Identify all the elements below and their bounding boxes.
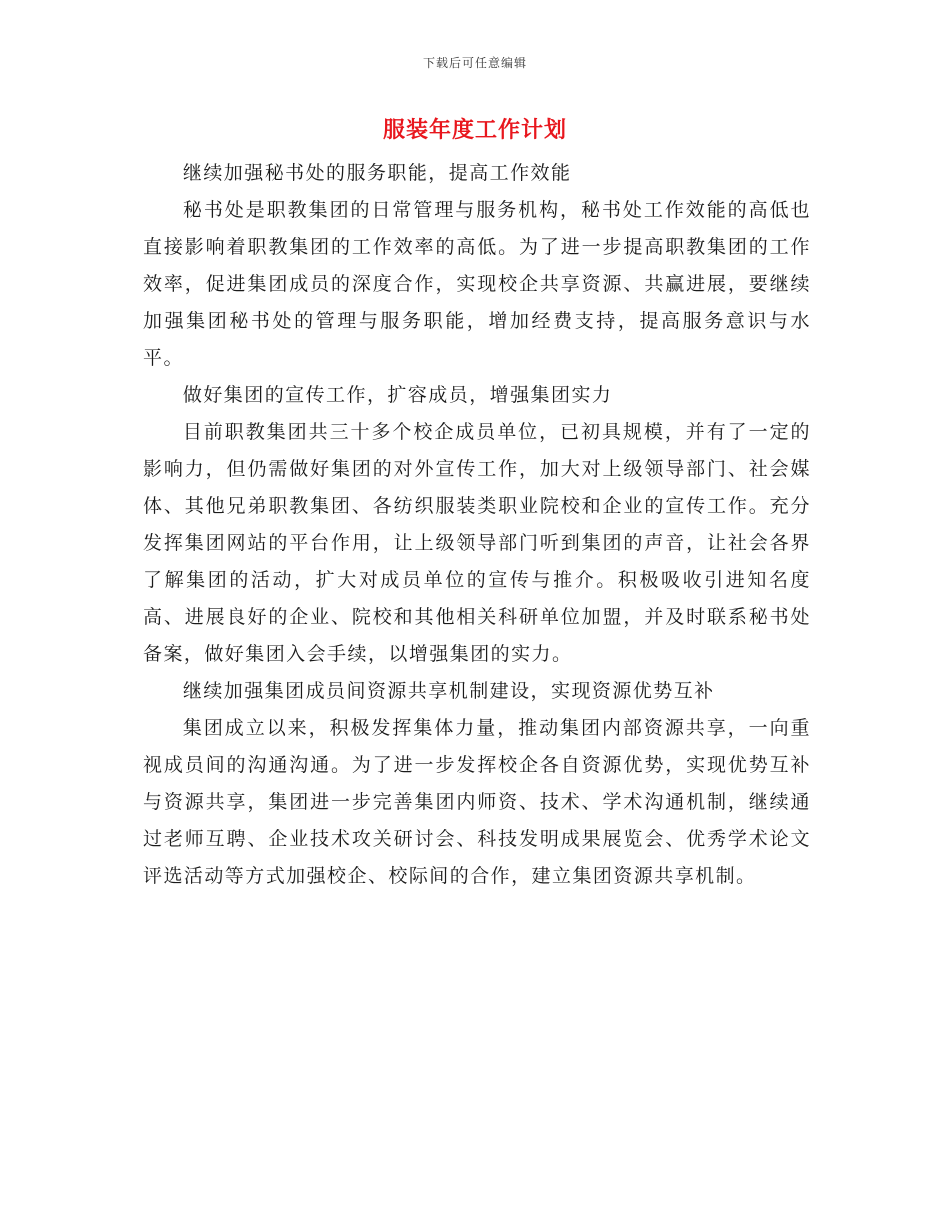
section-heading-1: 继续加强秘书处的服务职能，提高工作效能: [182, 162, 572, 184]
paragraph-1: 秘书处是职教集团的日常管理与服务机构，秘书处工作效能的高低也直接影响着职教集团的工作效率的高低。为了进一步提高职教集团的工作效率，促进集团成员的深度合作，实现校企共享资源、共赢进展，要继续加强集团秘书处的管理与服务职能，增加经费支持，提高服务意识与水平。: [143, 199, 811, 369]
header-note: 下载后可任意编辑: [422, 56, 527, 70]
document-title: 服装年度工作计划: [382, 117, 567, 143]
paragraph-3: 集团成立以来，积极发挥集体力量，推动集团内部资源共享，一向重视成员间的沟通沟通。为了进一步发挥校企各自资源优势，实现优势互补与资源共享，集团进一步完善集团内师资、技术、学术沟通机制，继续通过老师互聘、企业技术攻关研讨会、科技发明成果展览会、优秀学术论文评选活动等方式加强校企、校际间的合作，建立集团资源共享机制。: [143, 717, 811, 887]
section-heading-2: 做好集团的宣传工作，扩容成员，增强集团实力: [182, 384, 613, 406]
paragraph-2: 目前职教集团共三十多个校企成员单位，已初具规模，并有了一定的影响力，但仍需做好集团的对外宣传工作，加大对上级领导部门、社会媒体、其他兄弟职教集团、各纺织服装类职业院校和企业的宣传工作。充分发挥集团网站的平台作用，让上级领导部门听到集团的声音，让社会各界了解集团的活动，扩大对成员单位的宣传与推介。积极吸收引进知名度高、进展良好的企业、院校和其他相关科研单位加盟，并及时联系秘书处备案，做好集团入会手续，以增强集团的实力。: [143, 421, 811, 665]
section-heading-3: 继续加强集团成员间资源共享机制建设，实现资源优势互补: [182, 680, 715, 702]
document-body: [143, 155, 811, 895]
